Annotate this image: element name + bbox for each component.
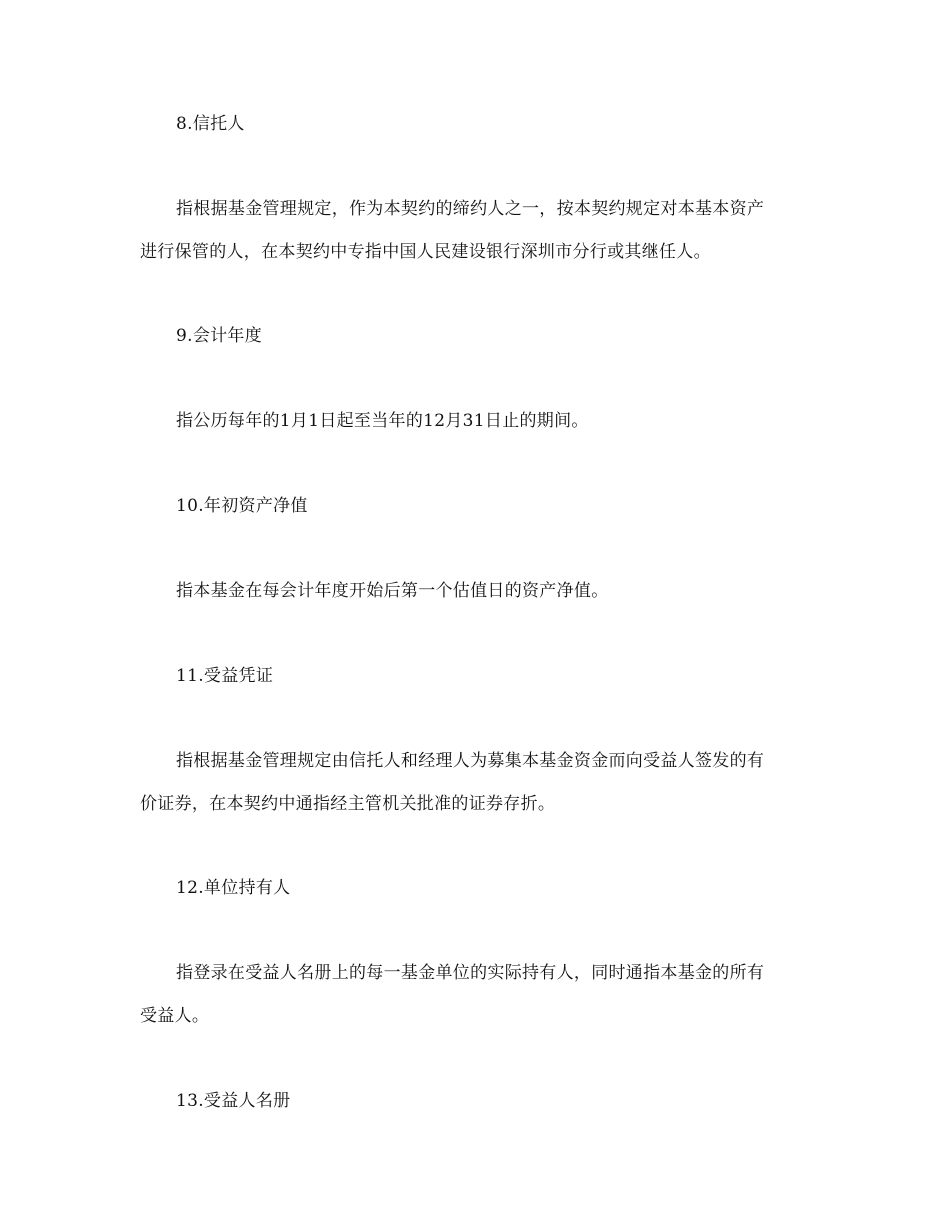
section-heading-13: 13.受益人名册 [176,1091,291,1111]
section-body-12-line-1: 指登录在受益人名册上的每一基金单位的实际持有人，同时通指本基金的所有 [176,963,765,983]
section-heading-9: 9.会计年度 [176,326,263,346]
section-body-10-line-1: 指本基金在每会计年度开始后第一个估值日的资产净值。 [176,581,609,601]
section-heading-11: 11.受益凭证 [176,666,274,686]
section-body-9-line-1: 指公历每年的1月1日起至当年的12月31日止的期间。 [176,411,589,431]
section-body-11-line-1: 指根据基金管理规定由信托人和经理人为募集本基金资金而向受益人签发的有 [176,751,765,771]
section-body-12-line-2: 受益人。 [140,1006,210,1026]
section-body-11-line-2: 价证券，在本契约中通指经主管机关批准的证券存折。 [140,794,556,814]
section-body-8-line-1: 指根据基金管理规定，作为本契约的缔约人之一，按本契约规定对本基本资产 [176,199,765,219]
section-heading-10: 10.年初资产净值 [176,496,308,516]
section-heading-12: 12.单位持有人 [176,878,291,898]
section-body-8-line-2: 进行保管的人，在本契约中专指中国人民建设银行深圳市分行或其继任人。 [140,242,711,262]
section-heading-8: 8.信托人 [176,114,245,134]
